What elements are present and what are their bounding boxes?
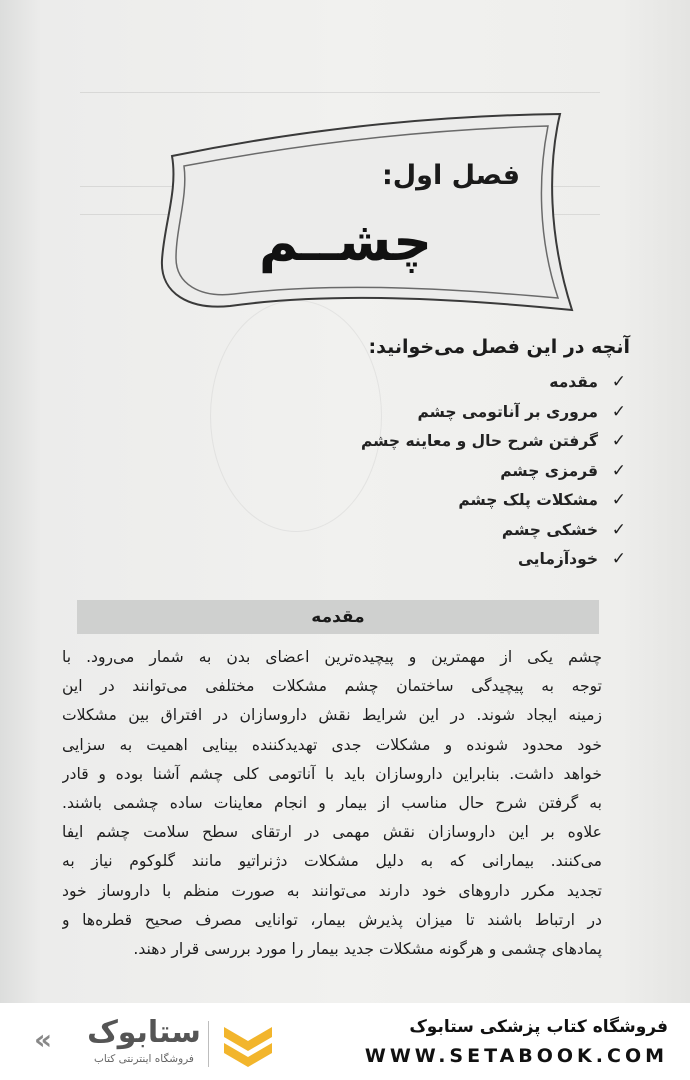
section-header-bar: [77, 600, 599, 634]
topic-item: [198, 486, 626, 516]
chapter-label: فصل اول:: [381, 160, 520, 191]
paragraph-line: تجدید مکرر داروهای خود دارند می‌توانند به صورت منظم با داروساز خود: [62, 881, 602, 900]
topic-item: [198, 368, 626, 398]
intro-heading: آنچه در این فصل می‌خوانید:: [368, 336, 630, 358]
store-name: فروشگاه کتاب پزشکی ستابوک: [409, 1017, 668, 1037]
topic-label: گرفتن شرح حال و معاینه چشم: [360, 432, 598, 450]
topic-item: [198, 516, 626, 546]
topic-label: خشکی چشم: [501, 520, 598, 539]
topic-item: [198, 457, 626, 487]
paragraph-line: خود محدود شونده و مشکلات جدی تهدیدکننده بینایی اهمیت به سزایی: [62, 735, 602, 754]
topic-label: قرمزی چشم: [500, 461, 598, 480]
logo-subtitle: فروشگاه اینترنتی کتاب: [94, 1053, 194, 1065]
topic-item: [198, 427, 626, 457]
topic-list: [198, 368, 626, 575]
topic-item: [198, 545, 626, 575]
section-title: مقدمه: [311, 607, 365, 627]
body-paragraph: [62, 643, 602, 964]
chapter-banner: [150, 110, 582, 320]
paragraph-line: توجه به پیچیدگی ساختمان چشم مشکلات مختلفی می‌توانند در این: [62, 677, 602, 696]
store-footer: [0, 1003, 690, 1080]
checkmark-icon: ✓: [611, 460, 626, 481]
paragraph-line: زمینه ایجاد شوند. در این شرایط نقش داروسازان در افتراق بین مشکلات: [62, 706, 602, 725]
checkmark-icon: ✓: [611, 372, 626, 392]
double-chevron-icon: «: [34, 1023, 53, 1056]
logo-divider: [208, 1021, 209, 1067]
checkmark-icon: ✓: [611, 401, 626, 422]
topic-label: خودآزمایی: [518, 550, 598, 568]
paragraph-line: پمادهای چشمی و هرگونه مشکلات جدید بیمار را مورد بررسی قرار دهند.: [133, 939, 602, 958]
topic-item: [198, 398, 626, 428]
chapter-title: چشــم: [258, 210, 432, 273]
checkmark-icon: ✓: [611, 519, 626, 540]
store-url[interactable]: WWW.SETABOOK.COM: [364, 1045, 668, 1067]
topic-label: مقدمه: [549, 373, 598, 391]
checkmark-icon: ✓: [611, 431, 626, 451]
paragraph-line: در ارتباط باشند تا میزان پذیرش بیمار، توانایی مصرف صحیح قطره‌ها و: [62, 910, 602, 929]
paragraph-line: می‌کنند. بیمارانی که به دلیل مشکلات دژنراتیو مانند گلوکوم نیاز به: [62, 852, 602, 871]
paragraph-line: علاوه بر این داروسازان نقش مهمی در ارتقای سطح سلامت چشم ایفا: [62, 823, 602, 842]
logo-wordmark: ستابوک: [87, 1015, 201, 1050]
topic-label: مروری بر آناتومی چشم: [417, 402, 598, 421]
store-logo: [30, 1015, 280, 1073]
bleed-through-line: [80, 92, 600, 93]
paragraph-line: به گرفتن شرح حال مناسب از بیمار و انجام معاینات ساده چشمی باشند.: [62, 793, 602, 812]
checkmark-icon: ✓: [611, 490, 626, 510]
topic-label: مشکلات پلک چشم: [458, 491, 598, 509]
checkmark-icon: ✓: [611, 549, 626, 569]
paragraph-line: چشم یکی از مهمترین و پیچیده‌ترین اعضای بدن به شمار می‌رود. با: [62, 648, 602, 666]
book-chevron-icon: [220, 1019, 276, 1071]
paragraph-line: خواهد داشت. بنابراین داروسازان باید با آناتومی کلی چشم آشنا بوده و قادر: [62, 764, 602, 783]
